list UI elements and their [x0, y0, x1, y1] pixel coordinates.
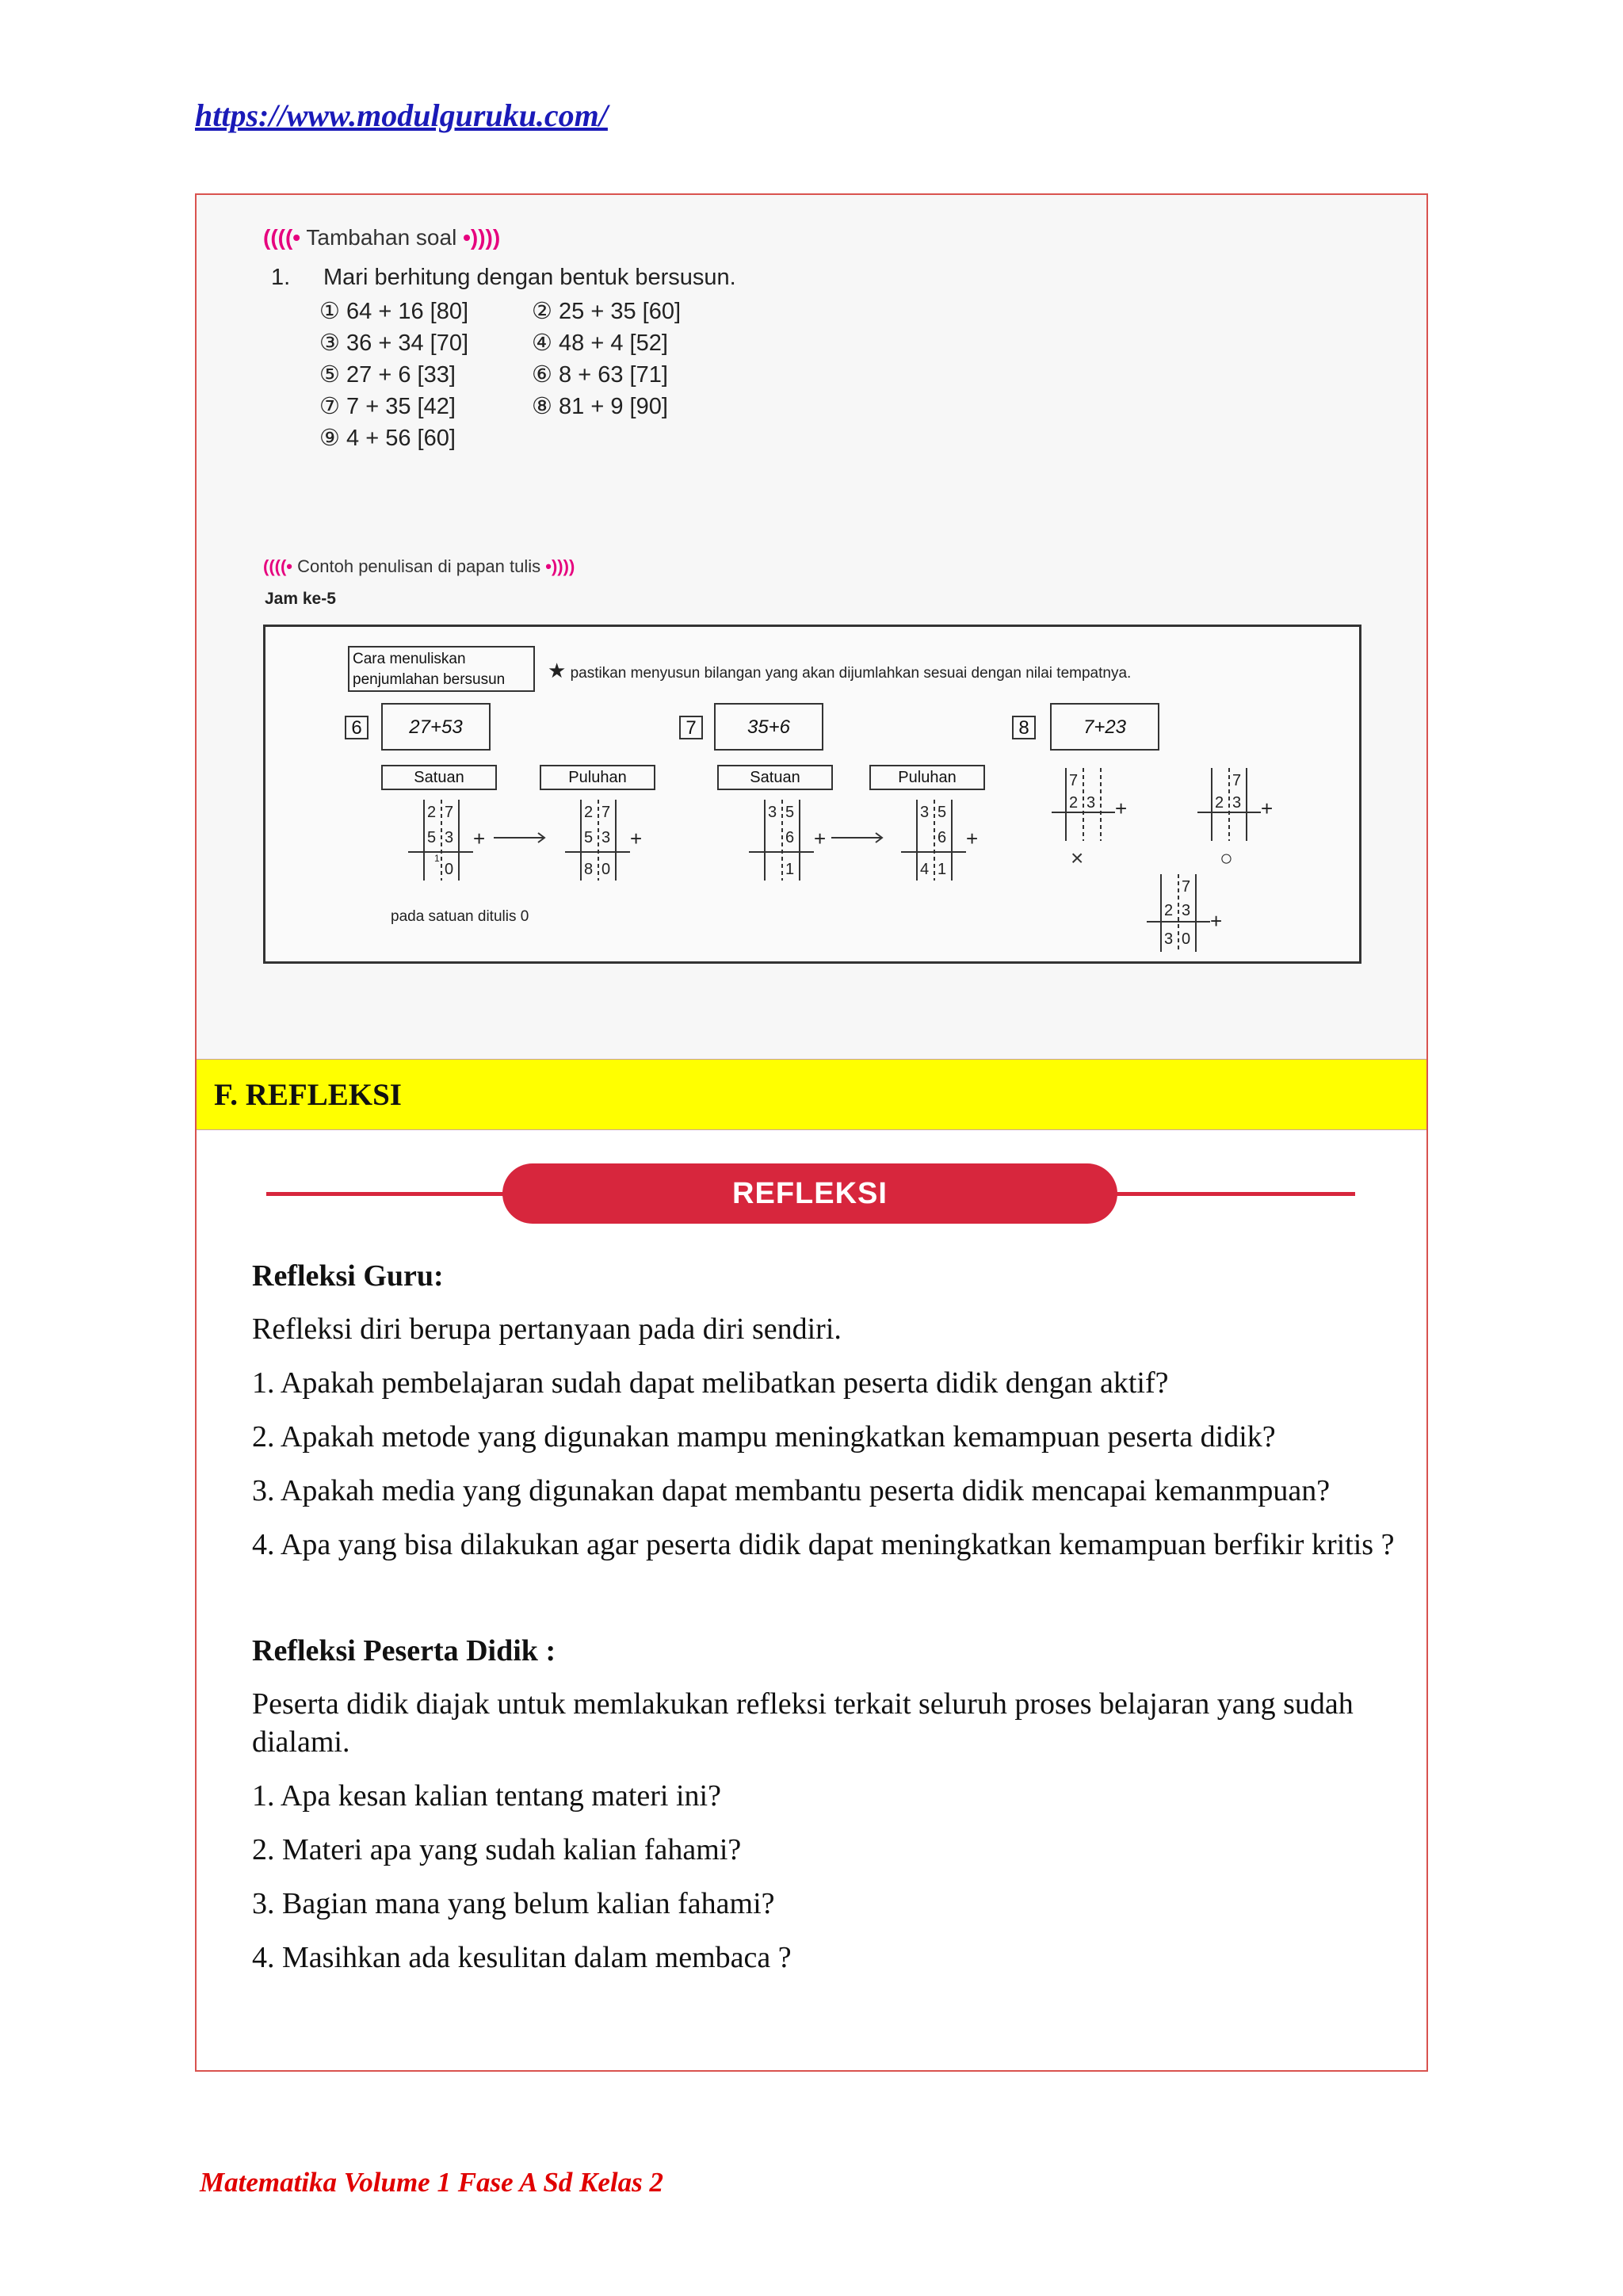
star-icon: ★: [548, 659, 567, 682]
header-url-link[interactable]: https://www.modulguruku.com/: [195, 97, 608, 133]
guru-questions: [252, 1364, 1401, 1564]
exercise-item: ⑧ 81 + 9 [90]: [532, 394, 668, 419]
svg-text:5: 5: [785, 804, 795, 821]
svg-text:3: 3: [601, 829, 611, 846]
problem-expression: 7+23: [1050, 703, 1159, 751]
list-item: 2. Materi apa yang sudah kalian fahami?: [252, 1833, 742, 1866]
sound-right-icon: •)))): [463, 225, 501, 250]
svg-text:6: 6: [938, 829, 947, 846]
svg-text:5: 5: [938, 804, 947, 821]
svg-text:2: 2: [1215, 794, 1224, 812]
svg-text:1: 1: [434, 853, 440, 864]
svg-text:+: +: [1210, 909, 1223, 933]
svg-text:5: 5: [584, 829, 594, 846]
svg-text:8: 8: [584, 861, 594, 878]
exercise-item: ③ 36 + 34 [70]: [319, 330, 469, 356]
svg-text:3: 3: [768, 804, 777, 821]
peserta-heading: Refleksi Peserta Didik :: [252, 1634, 556, 1668]
svg-text:3: 3: [1182, 902, 1191, 919]
svg-text:+: +: [814, 827, 827, 850]
svg-text:2: 2: [427, 804, 437, 821]
svg-text:6: 6: [785, 829, 795, 846]
svg-text:0: 0: [1182, 930, 1191, 948]
refleksi-content: [252, 1257, 1401, 1977]
cara-line: Cara menuliskan: [353, 651, 466, 667]
exercise-item: ⑦ 7 + 35 [42]: [319, 394, 456, 419]
content-frame: [195, 193, 1428, 2072]
problem-number: 6: [345, 716, 369, 739]
footer-title: Matematika Volume 1 Fase A Sd Kelas 2: [200, 2167, 664, 2198]
svg-text:0: 0: [601, 861, 611, 878]
contoh-title: ((((• Contoh penulisan di papan tulis •)))): [263, 556, 575, 576]
svg-text:3: 3: [445, 829, 454, 846]
svg-text:2: 2: [584, 804, 594, 821]
svg-text:2: 2: [1164, 902, 1174, 919]
textbook-image: [197, 195, 1426, 1059]
svg-text:3: 3: [1086, 794, 1096, 812]
svg-text:3: 3: [1164, 930, 1174, 948]
wrong-mark-icon: ×: [1071, 846, 1084, 870]
exercise-item: ① 64 + 16 [80]: [319, 299, 469, 324]
refleksi-banner: REFLEKSI: [502, 1163, 1117, 1224]
svg-text:+: +: [630, 827, 643, 850]
column-label: Puluhan: [540, 765, 655, 790]
list-item: 1. Apakah pembelajaran sudah dapat melibatkan peserta didik dengan aktif?: [252, 1366, 1169, 1400]
svg-text:7: 7: [1069, 772, 1079, 789]
svg-text:+: +: [1261, 797, 1274, 820]
svg-text:+: +: [966, 827, 979, 850]
cara-line: penjumlahan bersusun: [353, 671, 506, 688]
exercise-item: ⑤ 27 + 6 [33]: [319, 362, 456, 388]
list-item: 3. Apakah media yang digunakan dapat membantu peserta didik mencapai kemanmpuan?: [252, 1474, 1331, 1507]
jam-label: Jam ke-5: [265, 590, 336, 608]
exercise-item: ⑥ 8 + 63 [71]: [532, 362, 668, 388]
svg-text:7: 7: [1182, 878, 1191, 896]
column-label: Satuan: [381, 765, 497, 790]
sound-left-icon: ((((•: [263, 556, 293, 576]
guru-intro: Refleksi diri berupa pertanyaan pada diri sendiri.: [252, 1312, 842, 1346]
list-item: 4. Masihkan ada kesulitan dalam membaca ?: [252, 1941, 792, 1974]
guru-heading: Refleksi Guru:: [252, 1259, 444, 1293]
problem-number: 7: [679, 716, 703, 739]
svg-text:7: 7: [1232, 772, 1242, 789]
list-item: 3. Bagian mana yang belum kalian fahami?: [252, 1887, 775, 1920]
svg-text:3: 3: [920, 804, 930, 821]
problem-expression: 27+53: [381, 703, 491, 751]
exercise-item: ⑨ 4 + 56 [60]: [319, 426, 456, 451]
svg-text:1: 1: [938, 861, 947, 878]
exercise-item: ② 25 + 35 [60]: [532, 299, 682, 324]
board-caption: pada satuan ditulis 0: [391, 908, 529, 925]
whiteboard-example: [263, 625, 1361, 964]
svg-text:7: 7: [445, 804, 454, 821]
sound-left-icon: ((((•: [263, 225, 301, 250]
exercise-list: [319, 296, 722, 453]
section-title: F. REFLEKSI: [214, 1078, 402, 1112]
problem-expression: 35+6: [714, 703, 823, 751]
svg-text:5: 5: [427, 829, 437, 846]
exercise-number: 1.: [271, 265, 291, 290]
board-note: ★ pastikan menyusun bilangan yang akan dijumlahkan sesuai dengan nilai tempatnya.: [548, 659, 1132, 682]
svg-text:3: 3: [1232, 794, 1242, 812]
exercise-item: ④ 48 + 4 [52]: [532, 330, 668, 356]
section-header-refleksi: [197, 1059, 1426, 1130]
column-label: Puluhan: [869, 765, 985, 790]
svg-text:0: 0: [445, 861, 454, 878]
list-item: 4. Apa yang bisa dilakukan agar peserta didik dapat meningkatkan kemampuan berfikir kritis ?: [252, 1528, 1395, 1561]
problem-number: 8: [1012, 716, 1036, 739]
svg-text:4: 4: [920, 861, 930, 878]
list-item: 1. Apa kesan kalian tentang materi ini?: [252, 1779, 721, 1813]
tambahan-title: ((((• Tambahan soal •)))): [263, 225, 501, 250]
peserta-questions: [252, 1777, 1401, 1977]
exercise-instruction: Mari berhitung dengan bentuk bersusun.: [323, 265, 736, 290]
svg-text:+: +: [1115, 797, 1128, 820]
list-item: 2. Apakah metode yang digunakan mampu meningkatkan kemampuan peserta didik?: [252, 1420, 1276, 1454]
svg-text:7: 7: [601, 804, 611, 821]
correct-mark-icon: ○: [1220, 846, 1233, 870]
spacer: [252, 1564, 1401, 1632]
column-label: Satuan: [717, 765, 833, 790]
svg-text:+: +: [473, 827, 486, 850]
svg-text:2: 2: [1069, 794, 1079, 812]
sound-right-icon: •)))): [545, 556, 575, 576]
svg-text:1: 1: [785, 861, 795, 878]
peserta-intro: Peserta didik diajak untuk memlakukan refleksi terkait seluruh proses belajaran yang sudah dialami.: [252, 1687, 1354, 1759]
